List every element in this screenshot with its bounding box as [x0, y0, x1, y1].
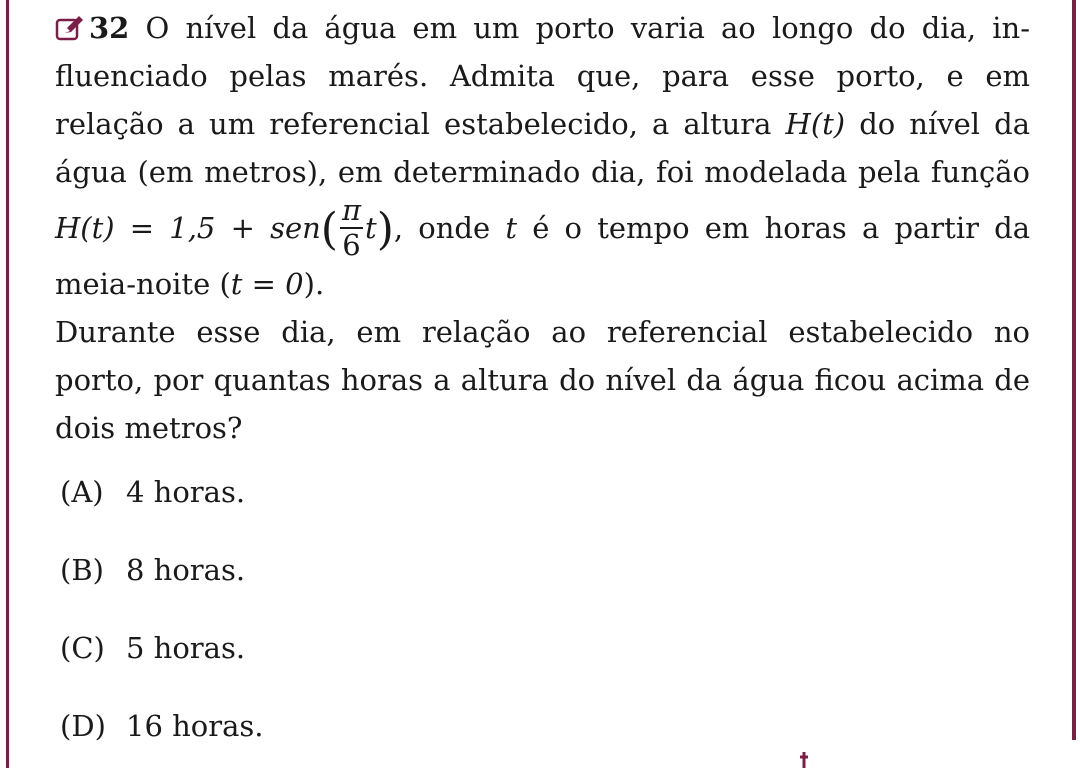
option-text: 5 horas.: [126, 631, 246, 665]
formula-variable: t: [365, 211, 377, 245]
right-border-rule: [1072, 0, 1076, 740]
statement-text-5: ).: [303, 267, 325, 301]
statement-text-2: do nível da água (em metros), em determinado dia, foi modelada pela função: [55, 107, 1030, 189]
height-function: H(t): [785, 107, 846, 141]
statement-text-4: é o tempo em horas a partir da meia-noite (: [55, 211, 1031, 301]
option-letter: (B): [60, 553, 104, 587]
question-number: 32: [89, 11, 130, 45]
question-prompt: Durante esse dia, em relação ao referencial estabelecido no porto, por quantas horas a altura do nível da água ficou acima de dois metros?: [55, 315, 1030, 445]
option-letter: (C): [60, 631, 105, 665]
variable-t: t: [505, 211, 517, 245]
statement-text-3: , onde: [393, 211, 491, 245]
option-c[interactable]: [60, 626, 660, 704]
fraction-denominator: 6: [342, 228, 361, 262]
fraction-numerator: π: [341, 193, 362, 227]
statement-text-1: O nível da água em um porto varia ao longo do dia, in-fluenciado pelas marés. Admita que, para esse porto, e em relação a um referencial estabelecido, a altura: [55, 11, 1030, 141]
t-equals-zero: t = 0: [230, 267, 304, 301]
left-border-rule: [6, 0, 9, 768]
option-b[interactable]: [60, 548, 660, 626]
cross-mark-icon: [798, 752, 810, 768]
option-text: 16 horas.: [126, 709, 264, 743]
open-paren: (: [320, 204, 338, 255]
answer-options: [60, 470, 660, 782]
option-a[interactable]: [60, 470, 660, 548]
formula-lhs: H(t) = 1,5 + sen: [55, 211, 321, 245]
option-d[interactable]: [60, 704, 660, 782]
option-letter: (D): [60, 709, 106, 743]
option-text: 4 horas.: [126, 475, 246, 509]
question-statement: [55, 4, 1030, 308]
question-block: [55, 4, 1030, 452]
option-text: 8 horas.: [126, 553, 246, 587]
pi-over-six-fraction: [340, 193, 363, 262]
option-letter: (A): [60, 475, 104, 509]
pencil-square-icon: [55, 14, 85, 42]
close-paren: ): [376, 204, 394, 255]
